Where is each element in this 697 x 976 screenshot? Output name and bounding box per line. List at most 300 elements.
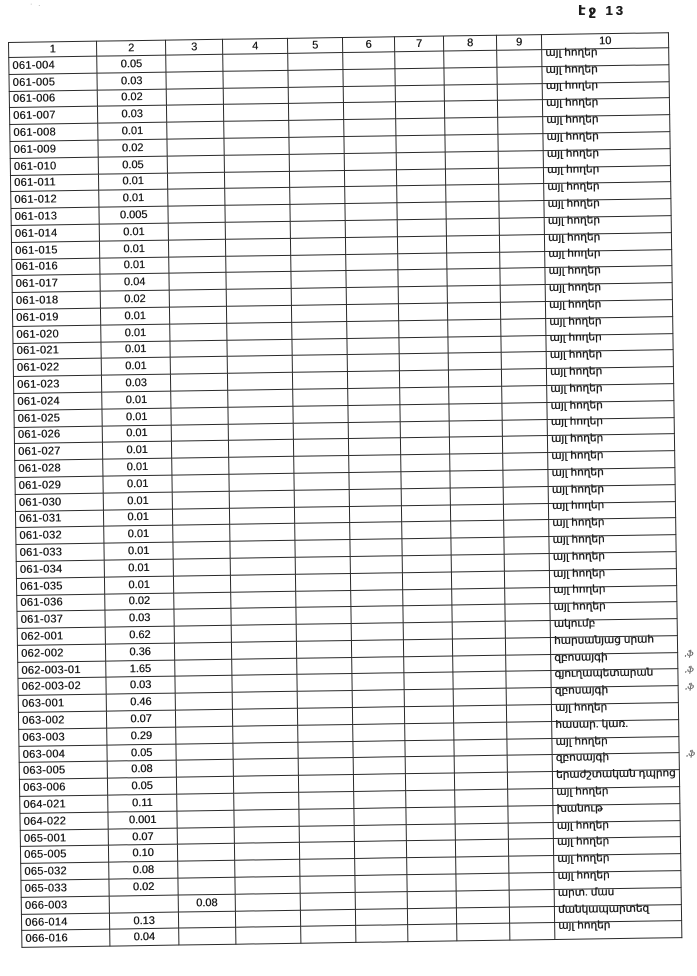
empty-cell (288, 86, 343, 104)
land-use-text: այլ հողեր (552, 533, 605, 546)
empty-cell (352, 690, 404, 708)
land-use-text: այլ հողեր (547, 214, 600, 227)
empty-cell (235, 860, 300, 878)
parcel-code-cell: 061-008 (10, 123, 98, 141)
parcel-code-cell: 061-006 (9, 90, 97, 108)
empty-cell (401, 454, 450, 472)
land-use-text: այլ հողեր (555, 734, 608, 748)
empty-cell (502, 419, 547, 436)
empty-cell (224, 154, 289, 172)
col3-value-cell (177, 810, 234, 828)
area-value-cell: 0.05 (97, 55, 166, 73)
empty-cell (398, 303, 447, 321)
land-use-text: այլ հողեր (553, 600, 606, 614)
empty-cell (293, 405, 348, 423)
empty-cell (406, 840, 455, 858)
empty-cell (503, 503, 548, 520)
empty-cell (444, 84, 497, 102)
empty-cell (506, 705, 551, 722)
land-use-text: այլ հողեր (548, 281, 601, 295)
empty-cell (289, 153, 344, 171)
empty-cell (234, 809, 299, 827)
land-use-text: այլ հողեր (553, 583, 606, 597)
area-value-cell: 0.03 (97, 72, 166, 90)
land-use-text: այլ հողեր (551, 482, 604, 496)
empty-cell (292, 321, 347, 339)
area-value-cell (109, 895, 178, 913)
land-use-text: գյուղապետարան (554, 666, 654, 681)
parcel-code-cell: 061-005 (9, 73, 97, 91)
parcel-code-cell: 061-030 (15, 493, 103, 511)
land-use-text: երաժշտական դպրոց (555, 767, 676, 782)
empty-cell (445, 151, 498, 169)
empty-cell (500, 268, 545, 285)
area-value-cell: 0.01 (98, 173, 167, 191)
land-use-text: այլ հողեր (548, 247, 601, 261)
empty-cell (349, 455, 401, 473)
empty-cell (343, 102, 395, 120)
empty-cell (355, 858, 407, 876)
empty-cell (407, 857, 456, 875)
empty-cell (232, 658, 297, 676)
empty-cell (454, 756, 507, 774)
empty-cell (351, 640, 403, 658)
empty-cell (498, 150, 543, 167)
empty-cell (295, 556, 350, 574)
empty-cell (502, 402, 547, 419)
empty-cell (344, 153, 396, 171)
col3-value-cell (172, 457, 229, 475)
empty-cell (455, 840, 508, 858)
col3-value-cell (179, 928, 236, 946)
land-use-text: այլ հողեր (549, 331, 602, 345)
empty-cell (235, 893, 300, 911)
empty-cell (448, 369, 501, 387)
area-value-cell: 0.46 (106, 693, 175, 711)
parcel-code-cell: 061-011 (10, 174, 98, 192)
area-value-cell: 0.04 (100, 273, 169, 291)
area-value-cell: 0.01 (104, 525, 173, 543)
col3-value-cell (167, 121, 224, 139)
col3-value-cell (174, 642, 231, 660)
parcel-code-cell: 061-034 (16, 560, 104, 578)
empty-cell (449, 403, 502, 421)
col3-value-cell (173, 575, 230, 593)
area-value-cell: 0.02 (100, 290, 169, 308)
empty-cell (348, 438, 400, 456)
parcel-code-cell: 061-016 (12, 258, 100, 276)
empty-cell (454, 772, 507, 790)
empty-cell (223, 53, 288, 71)
empty-cell (292, 338, 347, 356)
parcel-code-cell: 061-004 (9, 56, 97, 74)
empty-cell (300, 909, 355, 927)
land-use-text: այլ հողեր (547, 230, 601, 244)
empty-cell (510, 923, 555, 940)
land-use-text: այլ հողեր (552, 566, 606, 580)
empty-cell (451, 571, 504, 589)
col3-value-cell (177, 827, 234, 845)
area-value-cell: 0.01 (103, 458, 172, 476)
empty-cell (505, 604, 550, 621)
empty-cell (452, 638, 505, 656)
empty-cell (501, 352, 546, 369)
area-value-cell: 0.05 (107, 777, 176, 795)
land-use-text: այլ հողեր (552, 550, 605, 563)
col3-value-cell (167, 155, 224, 173)
parcel-code-cell: 061-026 (14, 426, 102, 444)
area-value-cell: 0.36 (105, 643, 174, 661)
empty-cell (507, 772, 552, 789)
col3-value-cell (178, 877, 235, 895)
empty-cell (452, 604, 505, 622)
empty-cell (448, 353, 501, 371)
empty-cell (347, 354, 399, 372)
empty-cell (445, 117, 498, 135)
area-value-cell: 0.11 (108, 794, 177, 812)
empty-cell (401, 471, 450, 489)
empty-cell (448, 336, 501, 354)
parcel-code-cell: 061-023 (13, 375, 101, 393)
empty-cell (232, 692, 297, 710)
scan-noise: · . (30, 1, 43, 8)
empty-cell (444, 67, 497, 85)
empty-cell (348, 421, 400, 439)
area-value-cell: 0.03 (97, 106, 166, 124)
empty-cell (356, 925, 408, 943)
empty-cell (506, 671, 551, 688)
empty-cell (449, 420, 502, 438)
empty-cell (452, 588, 505, 606)
land-use-text: հասար. կառ. (555, 717, 629, 731)
area-value-cell: 0.07 (106, 710, 175, 728)
empty-cell (343, 52, 395, 70)
land-use-text: այլ հողեր (546, 130, 599, 143)
empty-cell (347, 371, 399, 389)
empty-cell (296, 607, 351, 625)
empty-cell (507, 755, 552, 772)
empty-cell (508, 822, 553, 839)
empty-cell (404, 672, 453, 690)
empty-cell (232, 708, 297, 726)
header-cell-7: 7 (394, 36, 443, 52)
empty-cell (451, 537, 504, 555)
parcel-code-cell: 061-036 (17, 594, 105, 612)
empty-cell (398, 253, 447, 271)
empty-cell (457, 924, 510, 942)
empty-cell (293, 388, 348, 406)
empty-cell (228, 423, 293, 441)
land-use-text: այլ հողեր (558, 919, 611, 933)
empty-cell (231, 591, 296, 609)
header-cell-3: 3 (165, 39, 222, 55)
empty-cell (231, 624, 296, 642)
empty-cell (456, 890, 509, 908)
empty-cell (354, 841, 406, 859)
empty-cell (292, 372, 347, 390)
empty-cell (446, 185, 499, 203)
area-value-cell: 0.01 (99, 223, 168, 241)
empty-cell (228, 406, 293, 424)
area-value-cell: 0.01 (101, 341, 170, 359)
empty-cell (225, 205, 290, 223)
land-use-text: մանկապարտեզ (557, 902, 650, 916)
empty-cell (449, 386, 502, 404)
land-use-text: այլ հողեր (556, 835, 610, 849)
empty-cell (509, 906, 554, 923)
empty-cell (407, 908, 456, 926)
empty-cell (234, 826, 299, 844)
empty-cell (350, 539, 402, 557)
header-cell-9: 9 (496, 35, 541, 51)
land-use-text: ակումբ (553, 617, 596, 630)
land-use-text: այլ հողեր (546, 113, 599, 127)
land-use-text: այլ հողեր (550, 398, 603, 412)
land-use-text: զբոսայգի (554, 650, 608, 664)
empty-cell (229, 456, 294, 474)
col3-value-cell (178, 911, 235, 929)
parcel-code-cell: 061-021 (13, 342, 101, 360)
land-use-text: խանութ (556, 802, 603, 815)
land-use-text: այլ հողեր (546, 163, 600, 177)
col3-value-cell (172, 474, 229, 492)
empty-cell (400, 404, 449, 422)
empty-cell (224, 121, 289, 139)
empty-cell (402, 572, 451, 590)
area-value-cell: 0.005 (99, 206, 168, 224)
header-cell-8: 8 (443, 35, 496, 51)
empty-cell (291, 304, 346, 322)
empty-cell (405, 773, 454, 791)
empty-cell (352, 656, 404, 674)
parcel-code-cell: 061-018 (12, 291, 100, 309)
empty-cell (498, 134, 543, 151)
area-value-cell: 0.10 (108, 845, 177, 863)
parcel-code-cell: 064-021 (20, 795, 108, 813)
land-use-text: այլ հողեր (546, 146, 599, 160)
land-use-text: հարսանյաց սրահ (553, 633, 654, 647)
land-use-text: այլ հողեր (548, 298, 602, 311)
parcel-code-cell: 061-033 (16, 543, 104, 561)
empty-cell (233, 742, 298, 760)
area-value-cell: 0.001 (108, 811, 177, 829)
empty-cell (299, 825, 354, 843)
empty-cell (502, 436, 547, 453)
empty-cell (228, 389, 293, 407)
parcel-code-cell: 061-027 (14, 442, 102, 460)
land-use-text: այլ հողեր (549, 314, 602, 328)
empty-cell (405, 740, 454, 758)
empty-cell (355, 875, 407, 893)
empty-cell (344, 136, 396, 154)
empty-cell (505, 621, 550, 638)
empty-cell (445, 168, 498, 186)
empty-cell (289, 120, 344, 138)
col3-value-cell (167, 172, 224, 190)
col3-value-cell (173, 525, 230, 543)
col3-value-cell (170, 357, 227, 375)
empty-cell (229, 473, 294, 491)
empty-cell (403, 605, 452, 623)
empty-cell (499, 218, 544, 235)
empty-cell (296, 590, 351, 608)
land-use-text: այլ հողեր (548, 264, 601, 278)
empty-cell (503, 469, 548, 486)
empty-cell (498, 167, 543, 184)
empty-cell (401, 505, 450, 523)
area-value-cell: 0.05 (107, 744, 176, 762)
parcel-code-cell: 065-005 (20, 846, 108, 864)
land-use-text: այլ հողեր (557, 869, 610, 882)
col3-value-cell (173, 558, 230, 576)
empty-cell (451, 554, 504, 572)
empty-cell (405, 756, 454, 774)
col3-value-cell (177, 844, 234, 862)
area-value-cell: 0.02 (109, 878, 178, 896)
land-use-text: այլ հողեր (549, 365, 603, 379)
empty-cell (297, 674, 352, 692)
empty-cell (349, 505, 401, 523)
empty-cell (507, 721, 552, 738)
land-use-text: այլ հողեր (552, 516, 605, 530)
area-value-cell: 0.02 (98, 139, 167, 157)
empty-cell (454, 739, 507, 757)
empty-cell (400, 437, 449, 455)
col3-value-cell (166, 71, 223, 89)
parcel-code-cell: 062-002 (17, 644, 105, 662)
empty-cell (225, 221, 290, 239)
land-use-text: այլ հողեր (551, 499, 605, 513)
empty-cell (406, 824, 455, 842)
empty-cell (397, 185, 446, 203)
empty-cell (290, 187, 345, 205)
empty-cell (453, 655, 506, 673)
area-value-cell: 0.01 (102, 441, 171, 459)
col3-value-cell (168, 189, 225, 207)
empty-cell (288, 103, 343, 121)
parcel-code-cell: 066-003 (21, 896, 109, 914)
area-value-cell: 0.13 (109, 912, 178, 930)
page-number: էջ 13 (578, 3, 626, 18)
col3-value-cell (169, 306, 226, 324)
empty-cell (395, 51, 444, 69)
parcel-code-cell: 062-003-02 (18, 678, 106, 696)
empty-cell (299, 792, 354, 810)
empty-cell (399, 353, 448, 371)
empty-cell (398, 269, 447, 287)
empty-cell (225, 188, 290, 206)
col3-value-cell (172, 491, 229, 509)
empty-cell (447, 252, 500, 270)
empty-cell (396, 152, 445, 170)
area-value-cell: 0.03 (101, 374, 170, 392)
empty-cell (446, 218, 499, 236)
empty-cell (498, 117, 543, 134)
parcel-code-cell: 061-022 (13, 358, 101, 376)
parcel-code-cell: 065-033 (21, 879, 109, 897)
col3-value-cell (171, 407, 228, 425)
empty-cell (291, 254, 346, 272)
empty-cell (396, 118, 445, 136)
header-cell-1: 1 (9, 41, 97, 57)
area-value-cell: 0.29 (107, 727, 176, 745)
empty-cell (349, 472, 401, 490)
empty-cell (298, 758, 353, 776)
empty-cell (346, 304, 398, 322)
area-value-cell: 0.01 (104, 576, 173, 594)
land-use-text: այլ հողեր (551, 449, 604, 463)
empty-cell (453, 672, 506, 690)
land-use-text: այլ հողեր (545, 96, 599, 110)
empty-cell (355, 892, 407, 910)
empty-cell (300, 859, 355, 877)
empty-cell (405, 723, 454, 741)
col3-value-cell (171, 441, 228, 459)
empty-cell (223, 104, 288, 122)
empty-cell (454, 722, 507, 740)
empty-cell (235, 910, 300, 928)
empty-cell (288, 69, 343, 87)
empty-cell (503, 453, 548, 470)
parcel-code-cell: 065-032 (21, 862, 109, 880)
col3-value-cell (170, 340, 227, 358)
parcel-code-cell: 062-003-01 (18, 661, 106, 679)
parcel-code-cell: 062-001 (17, 627, 105, 645)
empty-cell (400, 387, 449, 405)
col3-value-cell (166, 105, 223, 123)
empty-cell (296, 640, 351, 658)
empty-cell (294, 456, 349, 474)
empty-cell (232, 675, 297, 693)
land-use-text: այլ հողեր (545, 62, 598, 76)
empty-cell (505, 637, 550, 654)
parcel-code-cell: 061-009 (10, 140, 98, 158)
empty-cell (348, 388, 400, 406)
empty-cell (345, 186, 397, 204)
empty-cell (293, 439, 348, 457)
empty-cell (227, 372, 292, 390)
empty-cell (223, 87, 288, 105)
empty-cell (444, 50, 497, 68)
empty-cell (404, 656, 453, 674)
empty-cell (352, 673, 404, 691)
land-use-text: այլ հողեր (557, 852, 610, 866)
land-use-text: այլ հողեր (551, 466, 604, 479)
area-value-cell: 0.03 (106, 677, 175, 695)
empty-cell (453, 705, 506, 723)
col3-value-cell (176, 726, 233, 744)
empty-cell (455, 823, 508, 841)
empty-cell (228, 440, 293, 458)
empty-cell (402, 521, 451, 539)
empty-cell (504, 520, 549, 537)
empty-cell (352, 707, 404, 725)
parcel-code-cell: 063-005 (19, 762, 107, 780)
empty-cell (348, 404, 400, 422)
empty-cell (223, 70, 288, 88)
land-use-text: զբոսայգի (555, 751, 610, 765)
empty-cell (500, 302, 545, 319)
empty-cell (354, 824, 406, 842)
empty-cell (231, 641, 296, 659)
parcel-code-cell: 061-012 (11, 191, 99, 209)
empty-cell (450, 453, 503, 471)
empty-cell (406, 790, 455, 808)
empty-cell (501, 318, 546, 335)
empty-cell (226, 255, 291, 273)
col3-value-cell (168, 222, 225, 240)
empty-cell (403, 639, 452, 657)
